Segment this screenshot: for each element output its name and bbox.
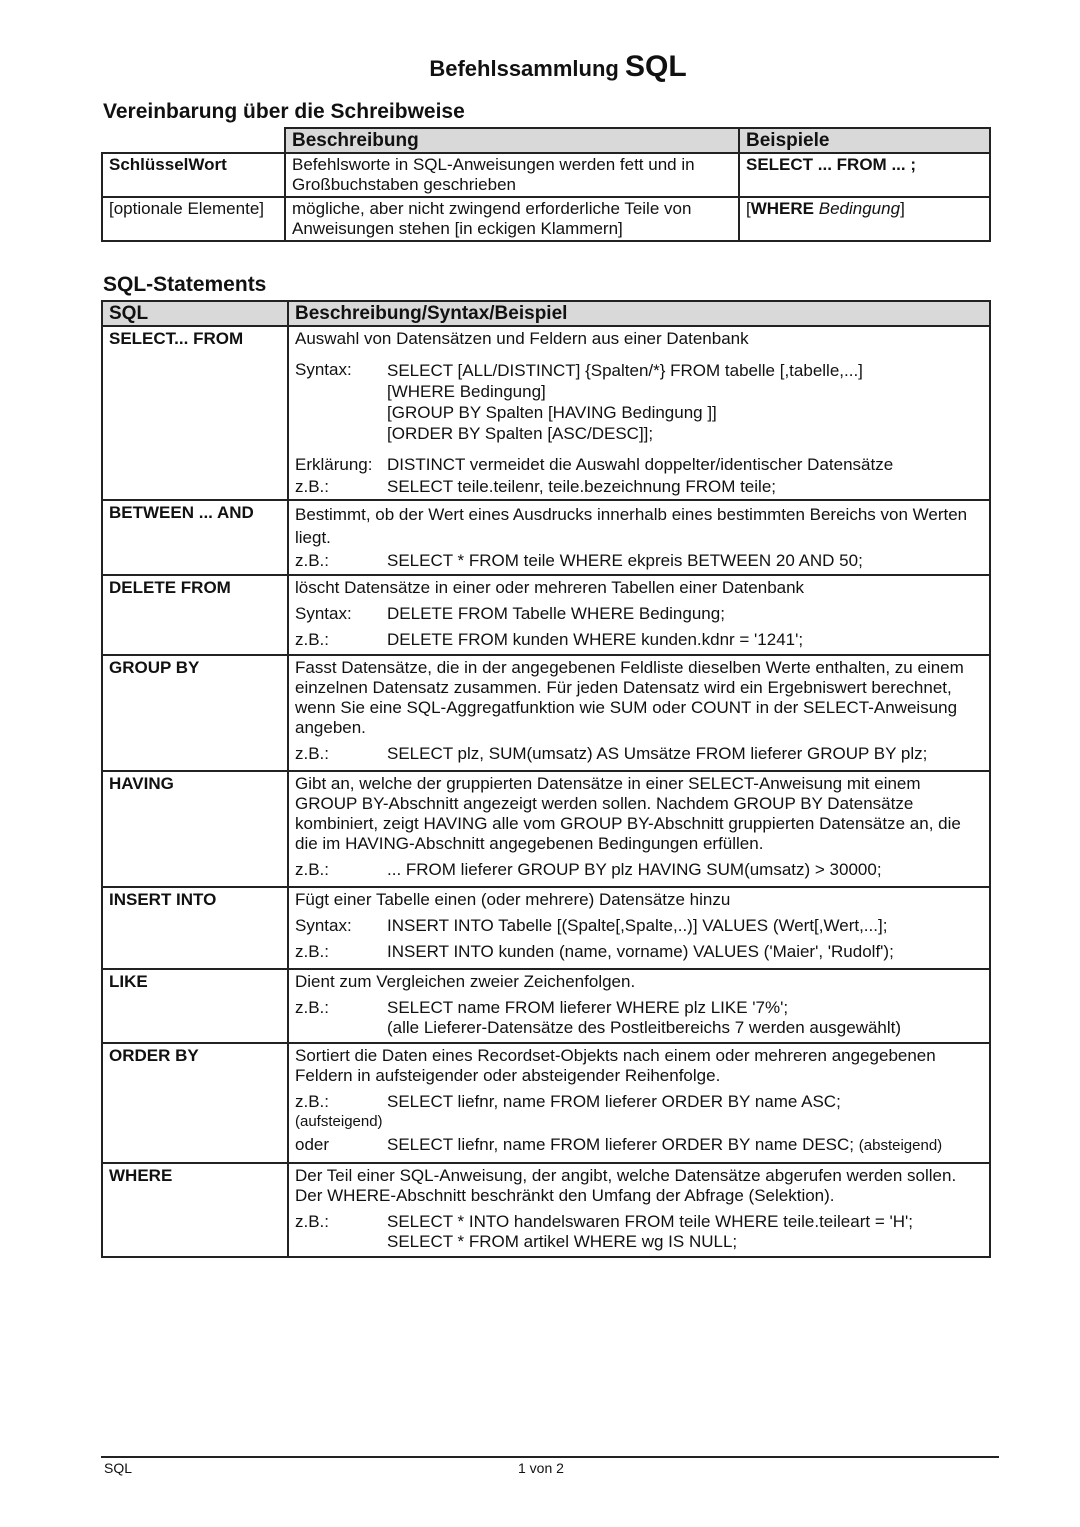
term-optional: [optionale Elemente] — [102, 197, 285, 241]
select-syntax — [295, 360, 983, 444]
example-text: SELECT liefnr, name FROM lieferer ORDER BY name ASC; — [387, 1092, 841, 1111]
header-sql: SQL — [102, 301, 288, 326]
keyword-groupby: GROUP BY — [102, 655, 288, 771]
like-cell — [288, 969, 990, 1043]
groupby-cell — [288, 655, 990, 771]
table-row — [102, 771, 990, 887]
insert-syntax — [295, 916, 983, 936]
keyword-delete: DELETE FROM — [102, 575, 288, 655]
term-keyword: SchlüsselWort — [102, 153, 285, 197]
where-cell — [288, 1163, 990, 1257]
delete-syntax — [295, 604, 983, 624]
syntax-label: Syntax: — [295, 360, 352, 379]
example-label: z.B.: — [295, 477, 330, 496]
insert-desc: Fügt einer Tabelle einen (oder mehrere) Datensätze hinzu — [295, 890, 731, 909]
explanation-text: DISTINCT vermeidet die Auswahl doppelter/identischer Datensätze — [387, 455, 894, 474]
keyword-insert: INSERT INTO — [102, 887, 288, 969]
desc-optional: mögliche, aber nicht zwingend erforderliche Teile von Anweisungen stehen [in eckigen Klammern] — [285, 197, 739, 241]
statements-table — [101, 300, 991, 1258]
example-text: SELECT plz, SUM(umsatz) AS Umsätze FROM lieferer GROUP BY plz; — [387, 744, 928, 763]
syntax-line: [GROUP BY Spalten [HAVING Bedingung ]] — [387, 403, 717, 422]
orderby-desc: Sortiert die Daten eines Recordset-Objekts nach einem oder mehreren angegebenen Feldern in aufsteigender oder absteigender Reihenfolge. — [295, 1046, 936, 1085]
delete-desc: löscht Datensätze in einer oder mehreren Tabellen einer Datenbank — [295, 578, 805, 597]
having-example — [295, 860, 983, 880]
example-text: SELECT teile.teilenr, teile.bezeichnung FROM teile; — [387, 477, 776, 496]
example-optional — [739, 197, 990, 241]
syntax-text: DELETE FROM Tabelle WHERE Bedingung; — [387, 604, 725, 623]
conventions-header-row — [102, 128, 990, 153]
keyword-orderby: ORDER BY — [102, 1043, 288, 1163]
like-desc: Dient zum Vergleichen zweier Zeichenfolgen. — [295, 972, 636, 991]
example-label: z.B.: — [295, 942, 330, 961]
statements-heading: SQL-Statements — [103, 273, 267, 296]
select-desc: Auswahl von Datensätzen und Feldern aus einer Datenbank — [295, 329, 749, 348]
syntax-text: INSERT INTO Tabelle [(Spalte[,Spalte,..)] VALUES (Wert[,Wert,...]; — [387, 916, 888, 935]
select-explanation — [295, 455, 983, 475]
example-text: SELECT name FROM lieferer WHERE plz LIKE '7%'; — [387, 998, 789, 1017]
example-text: ... FROM lieferer GROUP BY plz HAVING SUM(umsatz) > 30000; — [387, 860, 882, 879]
keyword-between: BETWEEN ... AND — [102, 500, 288, 575]
table-row — [102, 500, 990, 575]
keyword-having: HAVING — [102, 771, 288, 887]
table-row — [102, 575, 990, 655]
explanation-label: Erklärung: — [295, 455, 373, 474]
example-note: (alle Lieferer-Datensätze des Postleitbereichs 7 werden ausgewählt) — [387, 1018, 902, 1037]
example2-text — [387, 1135, 942, 1156]
page-title-main: SQL — [624, 50, 687, 83]
table-row — [102, 969, 990, 1043]
groupby-example — [295, 744, 983, 764]
keyword-where: WHERE — [102, 1163, 288, 1257]
between-cell — [288, 500, 990, 575]
header-beispiele: Beispiele — [739, 128, 990, 153]
example-text: INSERT INTO kunden (name, vorname) VALUES ('Maier', 'Rudolf'); — [387, 942, 894, 961]
having-cell — [288, 771, 990, 887]
syntax-line: [ORDER BY Spalten [ASC/DESC]]; — [387, 424, 654, 443]
table-row — [102, 1163, 990, 1257]
example-lines — [387, 998, 901, 1038]
keyword-select: SELECT... FROM — [102, 326, 288, 500]
example-label: z.B.: — [295, 1212, 330, 1231]
or-label: oder — [295, 1135, 330, 1154]
delete-cell — [288, 575, 990, 655]
where-example — [295, 1212, 983, 1252]
example-optional-italic: Bedingung — [818, 199, 901, 218]
syntax-label: Syntax: — [295, 604, 352, 623]
table-row — [102, 1043, 990, 1163]
conventions-heading: Vereinbarung über die Schreibweise — [103, 100, 465, 123]
orderby-example — [295, 1092, 983, 1112]
example-label: z.B.: — [295, 1092, 330, 1111]
syntax-line: SELECT [ALL/DISTINCT] {Spalten/*} FROM tabelle [,tabelle,...] — [387, 361, 863, 380]
example-keyword: SELECT ... FROM ... ; — [739, 153, 990, 197]
delete-example — [295, 630, 983, 650]
example-text: SELECT * INTO handelswaren FROM teile WHERE teile.teileart = 'H'; — [387, 1212, 913, 1231]
table-row — [102, 655, 990, 771]
table-row — [102, 153, 990, 197]
page-title — [0, 50, 1080, 84]
syntax-line: [WHERE Bedingung] — [387, 382, 546, 401]
example-text: SELECT * FROM artikel WHERE wg IS NULL; — [387, 1232, 738, 1251]
example-text: SELECT * FROM teile WHERE ekpreis BETWEEN 20 AND 50; — [387, 551, 863, 570]
example-optional-keyword: WHERE — [750, 199, 815, 218]
table-row — [102, 326, 990, 500]
insert-cell — [288, 887, 990, 969]
footer-divider — [101, 1456, 999, 1458]
asc-note: (aufsteigend) — [295, 1113, 383, 1130]
orderby-cell — [288, 1043, 990, 1163]
desc-keyword: Befehlsworte in SQL-Anweisungen werden fett und in Großbuchstaben geschrieben — [285, 153, 739, 197]
between-desc: Bestimmt, ob der Wert eines Ausdrucks innerhalb eines bestimmten Bereichs von Werten liegt. — [295, 505, 968, 547]
page-number: 1 von 2 — [518, 1460, 564, 1476]
bracket-close: ] — [900, 199, 905, 218]
between-example — [295, 551, 983, 571]
table-row — [102, 197, 990, 241]
example-lines — [387, 1212, 913, 1252]
example-text: DELETE FROM kunden WHERE kunden.kdnr = '1241'; — [387, 630, 804, 649]
keyword-like: LIKE — [102, 969, 288, 1043]
where-desc: Der Teil einer SQL-Anweisung, der angibt, welche Datensätze abgerufen werden sollen. Der WHERE-Abschnitt beschränkt den Umfang der Abfrage (Selektion). — [295, 1166, 957, 1205]
page-title-prefix: Befehlssammlung — [429, 56, 619, 81]
example-label: z.B.: — [295, 630, 330, 649]
footer-label: SQL — [104, 1460, 133, 1476]
select-example — [295, 477, 983, 497]
orderby-example2 — [295, 1135, 983, 1156]
insert-example — [295, 942, 983, 962]
example-label: z.B.: — [295, 860, 330, 879]
statements-header-row — [102, 301, 990, 326]
example-label: z.B.: — [295, 551, 330, 570]
syntax-lines — [387, 360, 863, 444]
groupby-desc: Fasst Datensätze, die in der angegebenen Feldliste dieselben Werte enthalten, zu einem einzelnen Datensatz zusammen. Für jeden Datensatz wird ein Ergebniswert berechnet, wenn Sie eine SQL-Aggregatfunktion wie SUM oder COUNT in der SELECT-Anweisung angeben. — [295, 658, 964, 737]
like-example — [295, 998, 983, 1038]
header-beschreibung-syntax: Beschreibung/Syntax/Beispiel — [288, 301, 990, 326]
desc-note: (absteigend) — [858, 1137, 943, 1154]
header-beschreibung: Beschreibung — [285, 128, 739, 153]
bracket-open: [ — [746, 199, 751, 218]
conventions-table — [101, 127, 991, 242]
having-desc: Gibt an, welche der gruppierten Datensätze in einer SELECT-Anweisung mit einem GROUP BY-Abschnitt angezeigt werden sollen. Nachdem GROUP BY Datensätze kombiniert, zeigt HAVING alle vom GROUP BY-Abschnitt gruppierten Datensätze an, die die im HAVING-Abschnitt angegebenen Bedingungen erfüllen. — [295, 774, 961, 853]
example-label: z.B.: — [295, 998, 330, 1017]
select-cell — [288, 326, 990, 500]
empty-header-cell — [102, 128, 285, 153]
example-label: z.B.: — [295, 744, 330, 763]
syntax-label: Syntax: — [295, 916, 352, 935]
table-row — [102, 887, 990, 969]
example2-code: SELECT liefnr, name FROM lieferer ORDER BY name DESC; — [387, 1135, 855, 1154]
